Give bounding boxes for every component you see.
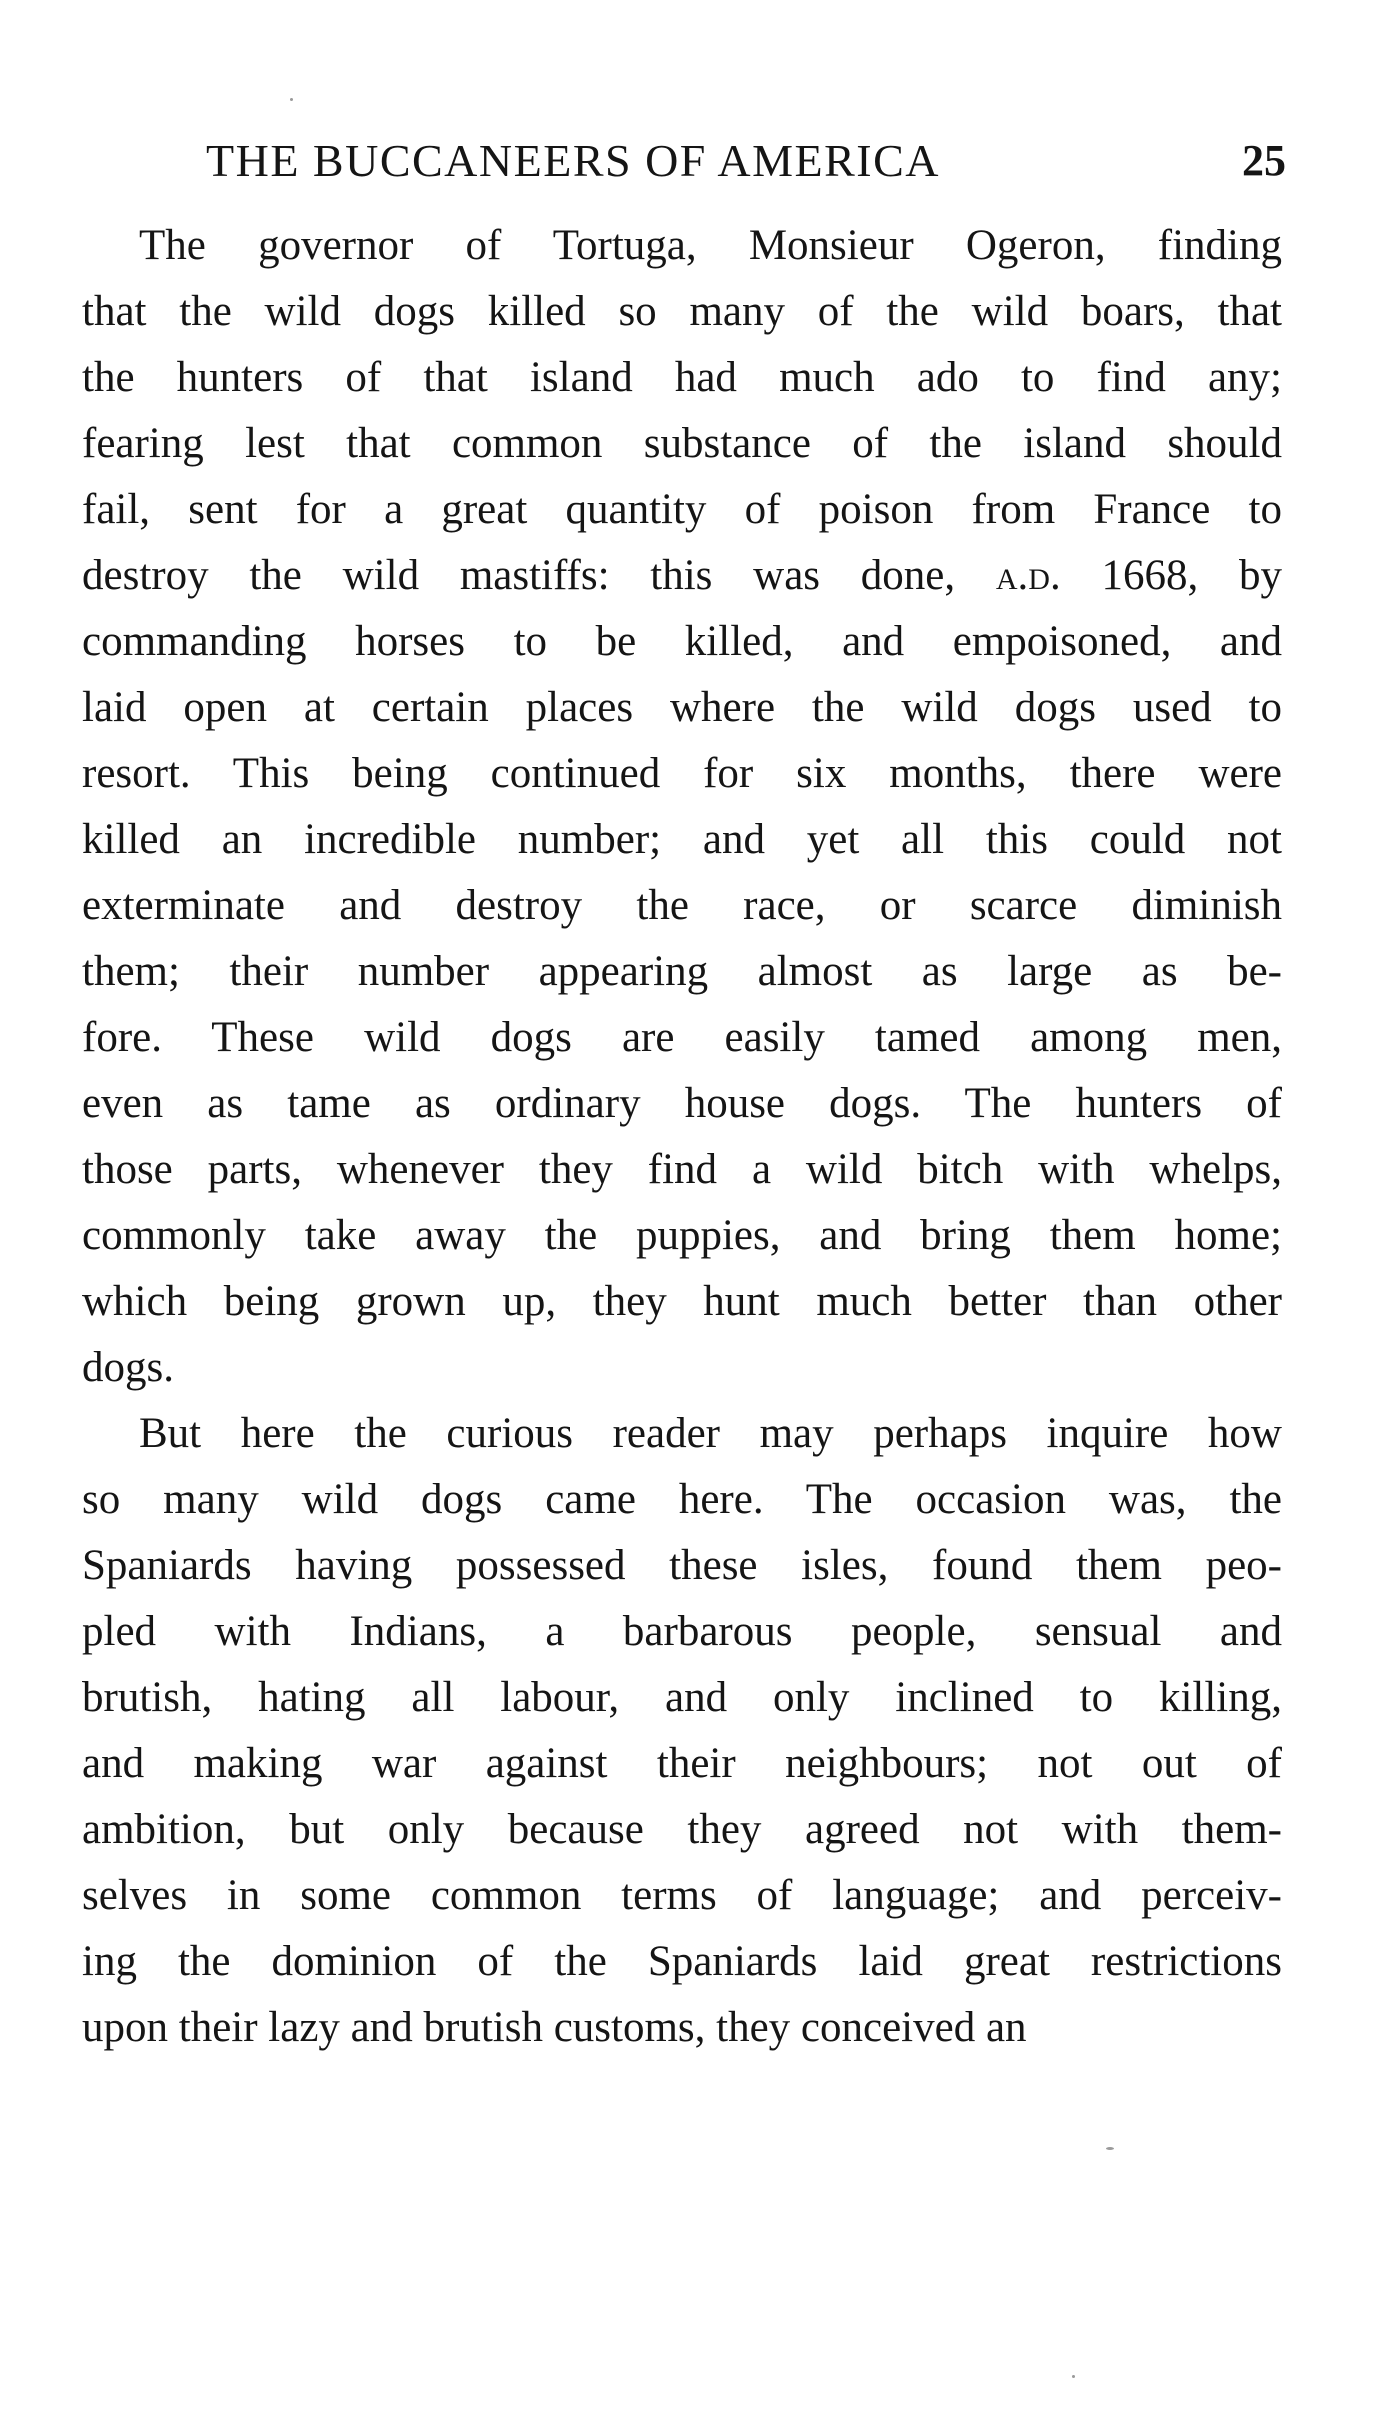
text-line: Spaniards having possessed these isles, found them peo-	[82, 1542, 1282, 1589]
paragraph	[82, 213, 1282, 1401]
text-line: brutish, hating all labour, and only inclined to killing,	[82, 1674, 1282, 1721]
text-line: destroy the wild mastiffs: this was done, a.d. 1668, by	[82, 552, 1282, 599]
era-abbreviation: a.d.	[995, 552, 1061, 599]
page-number: 25	[1242, 136, 1286, 185]
text-line: them; their number appearing almost as large as be-	[82, 948, 1282, 995]
running-title: THE BUCCANEERS OF AMERICA	[206, 135, 940, 186]
text-line: upon their lazy and brutish customs, they conceived an	[82, 2004, 1027, 2051]
text-line: fearing lest that common substance of the island should	[82, 420, 1282, 467]
text-line: those parts, whenever they find a wild bitch with whelps,	[82, 1146, 1282, 1193]
scan-speck	[290, 98, 293, 101]
text-line: dogs.	[82, 1344, 174, 1391]
text-line: and making war against their neighbours; not out of	[82, 1740, 1282, 1787]
text-line: commanding horses to be killed, and empoisoned, and	[82, 618, 1282, 665]
body-text	[82, 213, 1282, 2061]
text-line: selves in some common terms of language; and perceiv-	[82, 1872, 1282, 1919]
text-line: so many wild dogs came here. The occasion was, the	[82, 1476, 1282, 1523]
text-line: fail, sent for a great quantity of poison from France to	[82, 486, 1282, 533]
paragraph	[82, 1401, 1282, 2061]
text-line: commonly take away the puppies, and bring them home;	[82, 1212, 1282, 1259]
text-line: laid open at certain places where the wild dogs used to	[82, 684, 1282, 731]
text-line: even as tame as ordinary house dogs. The hunters of	[82, 1080, 1282, 1127]
scan-speck	[1106, 2147, 1114, 2150]
text-line: ing the dominion of the Spaniards laid great restrictions	[82, 1938, 1282, 1985]
text-line: The governor of Tortuga, Monsieur Ogeron, finding	[139, 222, 1282, 269]
running-head	[206, 126, 1286, 196]
text-line: fore. These wild dogs are easily tamed among men,	[82, 1014, 1282, 1061]
text-line: resort. This being continued for six months, there were	[82, 750, 1282, 797]
text-line: But here the curious reader may perhaps inquire how	[139, 1410, 1282, 1457]
text-line: killed an incredible number; and yet all this could not	[82, 816, 1282, 863]
text-line: pled with Indians, a barbarous people, sensual and	[82, 1608, 1282, 1655]
scan-speck	[1072, 2375, 1075, 2378]
text-line: that the wild dogs killed so many of the wild boars, that	[82, 288, 1282, 335]
text-line: which being grown up, they hunt much better than other	[82, 1278, 1282, 1325]
text-line: the hunters of that island had much ado to find any;	[82, 354, 1282, 401]
text-line: ambition, but only because they agreed not with them-	[82, 1806, 1282, 1853]
text-line: exterminate and destroy the race, or scarce diminish	[82, 882, 1282, 929]
